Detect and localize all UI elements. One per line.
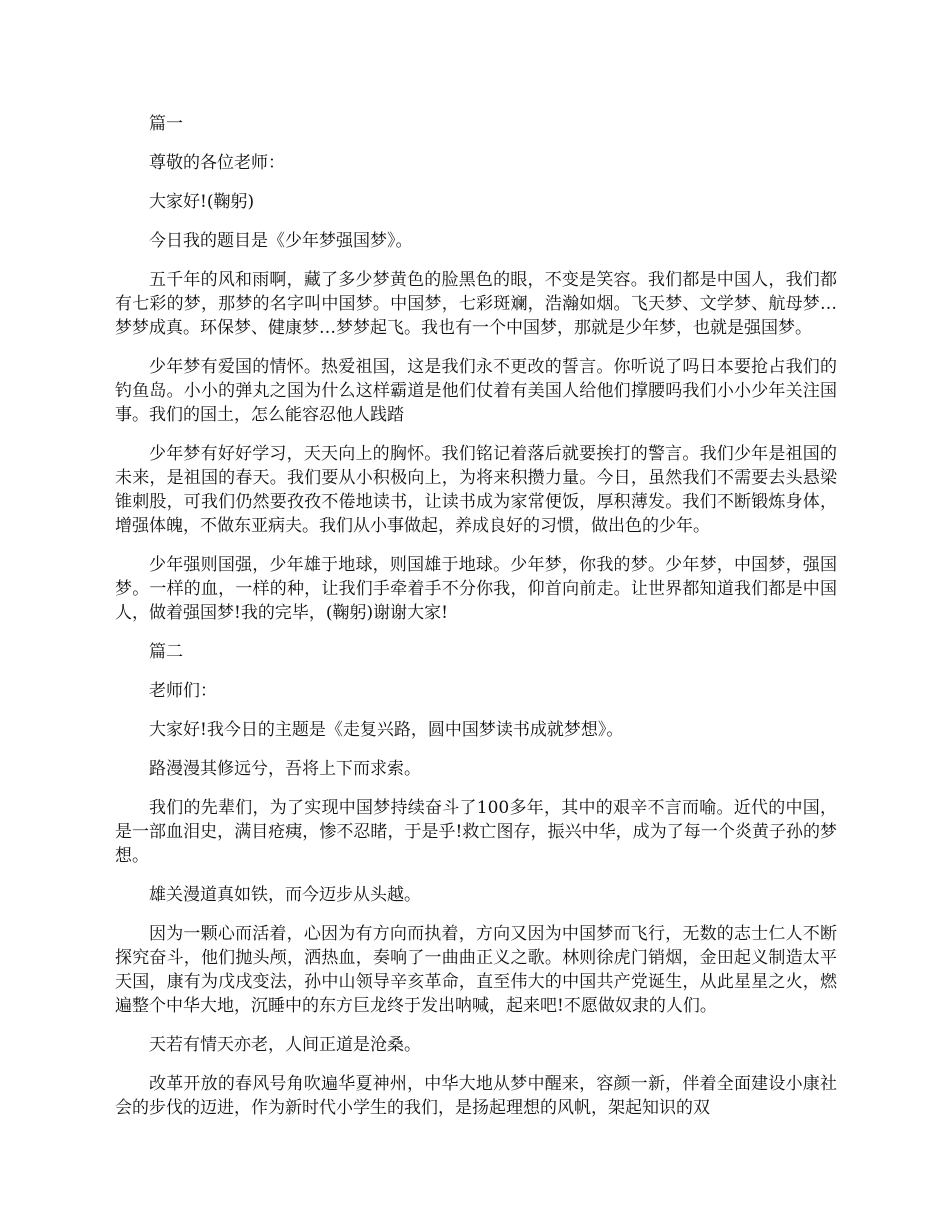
quote-line: 天若有情天亦老，人间正道是沧桑。 (149, 1035, 421, 1055)
heading-part-one: 篇一 (149, 114, 183, 134)
topic-line: 今日我的题目是《少年梦强国梦》。 (149, 231, 413, 251)
greeting: 大家好!(鞠躬) (149, 192, 255, 212)
paragraph: 少年梦有爱国的情怀。热爱祖国，这是我们永不更改的誓言。你听说了吗日本要抢占我们的钓鱼岛。小小的弹丸之国为什么这样霸道是他们仗着有美国人给他们撑腰吗我们小小少年关注国事。我们的国土，怎么能容忍他人践踏 (115, 357, 837, 425)
paragraph: 五千年的风和雨啊，藏了多少梦黄色的脸黑色的眼，不变是笑容。我们都是中国人，我们都有七彩的梦，那梦的名字叫中国梦。中国梦，七彩斑斓，浩瀚如烟。飞天梦、文学梦、航母梦…梦梦成真。环保梦、健康梦…梦梦起飞。我也有一个中国梦，那就是少年梦，也就是强国梦。 (115, 270, 837, 338)
salutation: 老师们： (149, 681, 217, 701)
quote-line: 路漫漫其修远兮，吾将上下而求索。 (149, 759, 421, 779)
paragraph: 少年强则国强，少年雄于地球，则国雄于地球。少年梦，你我的梦。少年梦，中国梦，强国梦。一样的血，一样的种，让我们手牵着手不分你我，仰首向前走。让世界都知道我们都是中国人，做着强国梦!我的完毕，(鞠躬)谢谢大家! (115, 555, 837, 623)
heading-part-two: 篇二 (149, 642, 183, 662)
quote-line: 雄关漫道真如铁，而今迈步从头越。 (149, 885, 421, 905)
paragraph: 少年梦有好好学习，天天向上的胸怀。我们铭记着落后就要挨打的警言。我们少年是祖国的未来，是祖国的春天。我们要从小积极向上，为将来积攒力量。今日，虽然我们不需要去头悬梁锥刺股，可我们仍然要孜孜不倦地读书，让读书成为家常便饭，厚积薄发。我们不断锻炼身体，增强体魄，不做东亚病夫。我们从小事做起，养成良好的习惯，做出色的少年。 (115, 444, 837, 536)
paragraph: 改革开放的春风号角吹遍华夏神州，中华大地从梦中醒来，容颜一新，伴着全面建设小康社会的步伐的迈进，作为新时代小学生的我们，是扬起理想的风帆，架起知识的双 (115, 1074, 837, 1118)
document-page (115, 112, 837, 1135)
greeting: 大家好!我今日的主题是《走复兴路，圆中国梦读书成就梦想》。 (149, 720, 624, 740)
paragraph: 因为一颗心而活着，心因为有方向而执着，方向又因为中国梦而飞行，无数的志士仁人不断探究奋斗，他们抛头颅，洒热血，奏响了一曲曲正义之歌。林则徐虎门销烟，金田起义制造太平天国，康有为戊戌变法，孙中山领导辛亥革命，直至伟大的中国共产党诞生，从此星星之火，燃遍整个中华大地，沉睡中的东方巨龙终于发出呐喊，起来吧!不愿做奴隶的人们。 (115, 924, 837, 1016)
salutation: 尊敬的各位老师： (149, 153, 285, 173)
paragraph: 我们的先辈们，为了实现中国梦持续奋斗了100多年，其中的艰辛不言而喻。近代的中国，是一部血泪史，满目疮痍，惨不忍睹，于是乎!救亡图存，振兴中华，成为了每一个炎黄子孙的梦想。 (115, 798, 837, 866)
